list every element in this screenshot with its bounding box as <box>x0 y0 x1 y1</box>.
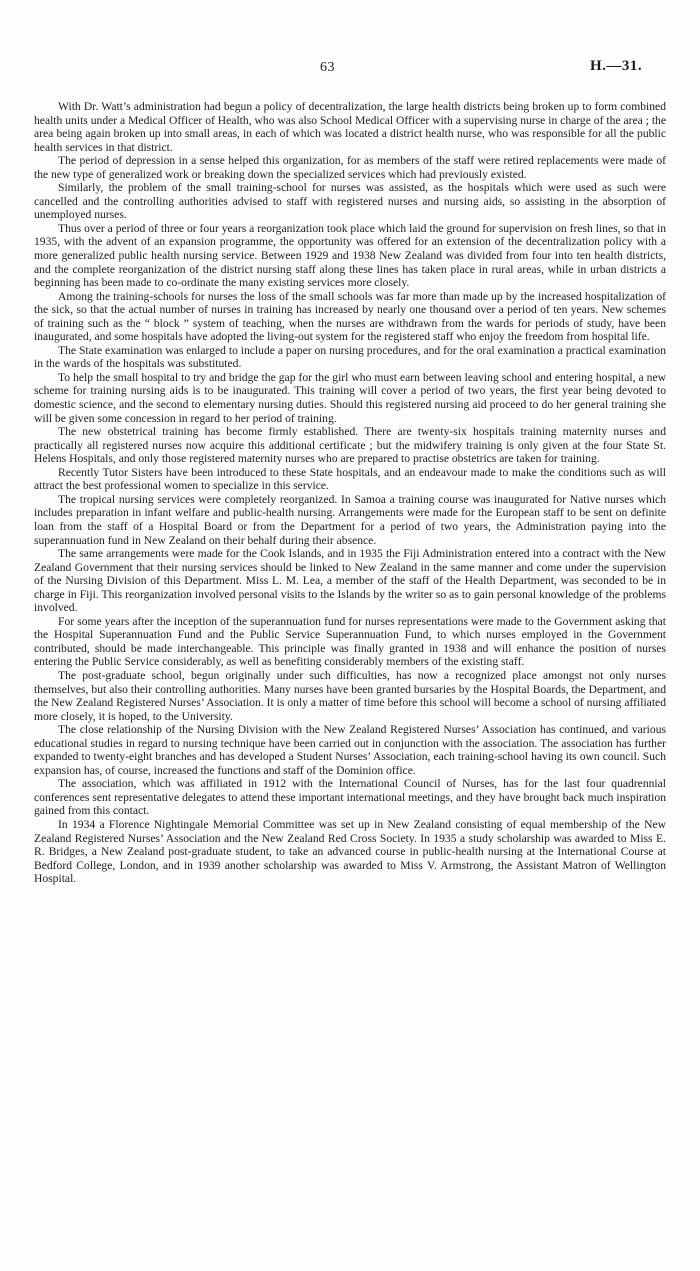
paragraph-cook-islands-fiji: The same arrangements were made for the Cook Islands, and in 1935 the Fiji Administration entered into a contract with the New Zealand Government that their nursing services should be linked to New Zealand in the same manner and come under the supervision of the Nursing Division of this Department. Miss L. M. Lea, a member of the staff of the Health Department, was seconded to be in charge in Fiji. This reorganization involved personal visits to the Islands by the writer so as to gain personal knowledge of the problems involved. <box>34 547 666 615</box>
paragraph-tutor-sisters: Recently Tutor Sisters have been introduced to these State hospitals, and an endeavour made to make the conditions such as will attract the best professional women to specialize in this service. <box>34 465 666 493</box>
paragraph-reorganization: Thus over a period of three or four years a reorganization took place which laid the ground for supervision on fresh lines, so that in 1935, with the advent of an expansion programme, the opportunity was offered for an extension of the decentralization policy with a more generalized public health nursing service. Between 1929 and 1938 New Zealand was divided from four into ten health districts, and the complete reorganization of the district nursing staff along these lines has taken place in rural areas, while in urban districts a beginning has been made to co-ordinate the many existing services more closely. <box>34 221 666 290</box>
paragraph-tropical-nursing: The tropical nursing services were completely reorganized. In Samoa a training course was inaugurated for Native nurses which includes preparation in infant welfare and public-health nursing. Arrangements were made for the European staff to be sent on definite loan from the staff of a Hospital Board or from the Department for a period of two years, the Administration paying into the superannuation fund in New Zealand on their behalf during their absence. <box>34 492 666 547</box>
paragraph-superannuation: For some years after the inception of the superannuation fund for nurses representations were made to the Government asking that the Hospital Superannuation Fund and the Public Service Superannuation Fund, to which nurses employed in the Government contributed, should be made interchangeable. This principle was finally granted in 1938 and will enhance the position of nurses entering the Public Service considerably, as well as benefiting considerably members of the existing staff. <box>34 614 666 669</box>
paragraph-depression: The period of depression in a sense helped this organization, for as members of the staff were retired replacements were made of the new type of generalized work or breaking down the specialized services which had previously existed. <box>34 154 666 181</box>
paragraph-registered-nurses-association: The close relationship of the Nursing Division with the New Zealand Registered Nurses’ Association has continued, and various educational studies in regard to nursing technique have been carried out in conjunction with the association. The association has further expanded to twenty-eight branches and has developed a Student Nurses’ Association, each training-school having its own council. Such expansion has, of course, increased the functions and staff of the Dominion office. <box>34 723 666 777</box>
paragraph-obstetrical-training: The new obstetrical training has become firmly established. There are twenty-six hospitals training maternity nurses and practically all registered nurses now acquire this additional certificate ; but the midwifery training is only given at the four State St. Helens Hospitals, and only those registered maternity nurses who are prepared to practise obstetrics are taken for training. <box>34 425 666 466</box>
paragraph-decentralization: With Dr. Watt’s administration had begun a policy of decentralization, the large health districts being broken up to form combined health units under a Medical Officer of Health, who was also School Medical Officer with a supervising nurse in charge of the area ; the area being again broken up into small areas, in each of which was located a district health nurse, who was responsible for all the public health services in that district. <box>34 100 666 154</box>
paragraph-nightingale-memorial: In 1934 a Florence Nightingale Memorial Committee was set up in New Zealand consisting of equal membership of the New Zealand Registered Nurses’ Association and the New Zealand Red Cross Society. In 1935 a study scholarship was awarded to Miss E. R. Bridges, a New Zealand post-graduate student, to take an advanced course in public-health nursing at the International Course at Bedford College, London, and in 1939 another scholarship was awarded to Miss V. Armstrong, the Assistant Matron of Wellington Hospital. <box>34 817 666 886</box>
paragraph-training-school: Similarly, the problem of the small training-school for nurses was assisted, as the hospitals which were used as such were cancelled and the controlling authorities advised to staff with registered nurses and nursing aids, so assisting in the absorption of unemployed nurses. <box>34 181 666 222</box>
paragraph-training-schools: Among the training-schools for nurses the loss of the small schools was far more than made up by the increased hospitalization of the sick, so that the actual number of nurses in training has increased by nearly one thousand over a period of ten years. New schemes of training such as the “ block ” system of teaching, when the nurses are withdrawn from the wards for periods of study, have been inaugurated, and some hospitals have adopted the living-out system for the registered staff who enjoy the freedom from hospital life. <box>34 289 666 344</box>
paragraph-international-council: The association, which was affiliated in 1912 with the International Council of Nurses, has for the last four quadrennial conferences sent representative delegates to attend these important international meetings, and they have brought back much inspiration gained from this contact. <box>34 777 666 818</box>
document-reference: H.—31. <box>590 58 643 74</box>
paragraph-state-examination: The State examination was enlarged to include a paper on nursing procedures, and for the oral examination a practical examination in the wards of the hospitals was substituted. <box>34 343 666 371</box>
paragraph-nursing-aids: To help the small hospital to try and bridge the gap for the girl who must earn between leaving school and entering hospital, a new scheme for training nursing aids is to be inaugurated. This training will cover a period of two years, the first year being devoted to domestic science, and the second to elementary nursing duties. Should this registered nursing aid proceed to do her general training she will be given some concession in regard to her period of training. <box>34 370 666 425</box>
paragraph-post-graduate-school: The post-graduate school, begun originally under such difficulties, has now a recognized place amongst not only nurses themselves, but also their controlling authorities. Many nurses have been granted bursaries by the Hospital Boards, the Department, and the New Zealand Registered Nurses’ Association. It is only a matter of time before this school will become a school of nursing affiliated more closely, it is hoped, to the University. <box>34 668 666 723</box>
body-text <box>34 100 666 886</box>
page-number: 63 <box>320 60 335 75</box>
